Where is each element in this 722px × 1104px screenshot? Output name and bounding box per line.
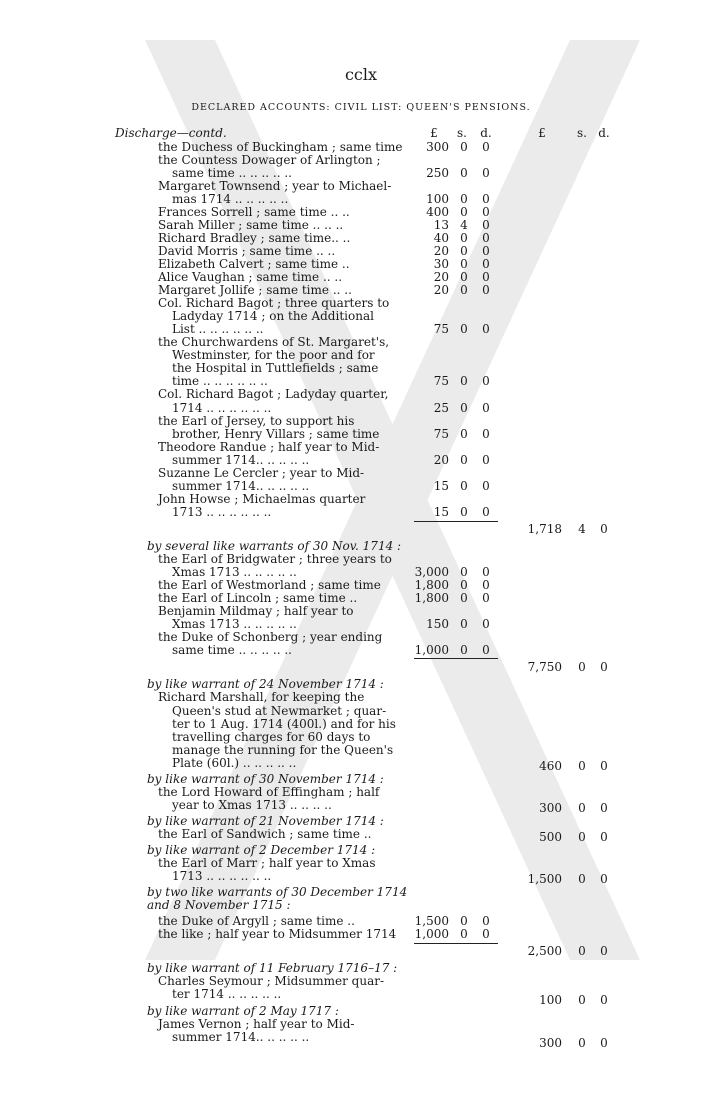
amount-pounds: 1,500 [414, 914, 449, 929]
amount-pounds: 300 [426, 139, 449, 154]
total-shillings: 0 [578, 800, 586, 815]
pension-entry-line: Col. Richard Bagot ; Ladyday quarter, [158, 387, 389, 402]
total-pounds: 1,500 [527, 872, 562, 887]
total-pounds: 300 [539, 800, 562, 815]
pension-entry-line: Theodore Randue ; half year to Mid- [158, 439, 380, 454]
amount-pence: 0 [482, 230, 490, 245]
amount-pounds: 20 [433, 283, 449, 298]
amount-shillings: 0 [460, 230, 468, 245]
amount-shillings: 0 [460, 643, 468, 658]
pension-entry-line: year to Xmas 1713 .. .. .. .. [172, 797, 332, 812]
amount-pounds: 20 [433, 243, 449, 258]
pension-entry-line: Margaret Townsend ; year to Michael- [158, 178, 392, 193]
amount-shillings: 0 [460, 374, 468, 389]
amount-pounds: 25 [433, 400, 449, 415]
pension-entry-line: John Howse ; Michaelmas quarter [158, 491, 366, 506]
amount-shillings: 0 [460, 565, 468, 580]
amount-pence: 0 [482, 591, 490, 606]
pension-entry-line: ter 1714 .. .. .. .. .. [172, 987, 282, 1002]
amount-pounds: 75 [433, 426, 449, 441]
discharge-label: Discharge—contd. [115, 126, 227, 140]
amount-shillings: 0 [460, 927, 468, 942]
total-pence: 0 [600, 758, 608, 773]
running-header: DECLARED ACCOUNTS: CIVIL LIST: QUEEN'S PENSIONS. [191, 102, 531, 113]
pension-entry-line: ter to 1 Aug. 1714 (400l.) and for his [172, 716, 396, 731]
total-shillings: 0 [578, 993, 586, 1008]
amount-pounds: 3,000 [414, 565, 449, 580]
total-pence: 0 [600, 1035, 608, 1050]
pension-entry-line: summer 1714.. .. .. .. .. [172, 478, 310, 493]
amount-pence: 0 [482, 578, 490, 593]
pension-entry-line: manage the running for the Queen's [172, 742, 394, 757]
amount-pounds: 20 [433, 452, 449, 467]
amount-shillings: 0 [460, 256, 468, 271]
warrant-heading: by like warrant of 24 November 1714 : [147, 677, 384, 692]
pension-entry-line: Sarah Miller ; same time .. .. .. [158, 217, 344, 232]
amount-shillings: 0 [460, 191, 468, 206]
total-shillings: 0 [578, 660, 586, 675]
pension-entry-line: Xmas 1713 .. .. .. .. .. [172, 617, 297, 632]
subtotal-rule [414, 943, 498, 944]
amount-pounds: 75 [433, 374, 449, 389]
warrant-heading: by several like warrants of 30 Nov. 1714 : [147, 538, 402, 553]
pension-entry-line: Queen's stud at Newmarket ; quar- [172, 703, 387, 718]
pension-entry-line: List .. .. .. .. .. .. [172, 322, 264, 337]
amount-pence: 0 [482, 191, 490, 206]
total-pence: 0 [600, 944, 608, 959]
pension-entry-line: David Morris ; same time .. .. [158, 243, 336, 258]
pension-entry-line: Col. Richard Bagot ; three quarters to [158, 296, 390, 311]
col-shillings-total: s. [577, 126, 587, 140]
total-shillings: 0 [578, 872, 586, 887]
pension-entry-line: the Earl of Sandwich ; same time .. [158, 826, 372, 841]
amount-shillings: 0 [460, 400, 468, 415]
amount-pounds: 1,000 [414, 643, 449, 658]
warrant-heading: by like warrant of 11 February 1716–17 : [147, 961, 398, 976]
total-shillings: 0 [578, 758, 586, 773]
pension-entry-line: the Earl of Marr ; half year to Xmas [158, 856, 376, 871]
pension-entry-line: Richard Bradley ; same time.. .. [158, 230, 351, 245]
amount-pence: 0 [482, 283, 490, 298]
pension-entry-line: mas 1714 .. .. .. .. .. [172, 191, 289, 206]
pension-entry-line: 1713 .. .. .. .. .. .. [172, 869, 272, 884]
amount-pounds: 100 [426, 191, 449, 206]
total-pounds: 7,750 [527, 660, 562, 675]
pension-entry-line: Alice Vaughan ; same time .. .. [158, 270, 343, 284]
total-shillings: 0 [578, 1035, 586, 1050]
total-pounds: 100 [539, 993, 562, 1008]
amount-pounds: 75 [433, 322, 449, 337]
amount-pence: 0 [482, 139, 490, 154]
pension-entry-line: same time .. .. .. .. .. [172, 643, 292, 658]
amount-shillings: 0 [460, 243, 468, 258]
amount-pounds: 13 [433, 217, 449, 232]
total-pence: 0 [600, 829, 608, 844]
pension-entry-line: Benjamin Mildmay ; half year to [158, 604, 354, 619]
page-number: cclx [344, 65, 378, 84]
amount-pounds: 1,800 [414, 591, 449, 606]
pension-entry-line: the Hospital in Tuttlefields ; same [172, 361, 379, 376]
pension-entry-line: the Earl of Bridgwater ; three years to [158, 552, 392, 566]
pension-entry-line: the Duke of Argyll ; same time .. [158, 914, 355, 929]
pension-entry-line: Westminster, for the poor and for [172, 348, 375, 363]
warrant-heading: by like warrant of 2 May 1717 : [147, 1003, 339, 1018]
amount-shillings: 0 [460, 270, 468, 284]
pension-entry-line: Richard Marshall, for keeping the [158, 690, 365, 705]
pension-entry-line: summer 1714.. .. .. .. .. [172, 452, 310, 467]
total-pence: 0 [600, 993, 608, 1008]
amount-pence: 0 [482, 322, 490, 337]
amount-pence: 0 [482, 478, 490, 493]
amount-shillings: 0 [460, 204, 468, 219]
pension-entry-line: the Earl of Jersey, to support his [158, 413, 355, 428]
pension-entry-line: the Duke of Schonberg ; year ending [158, 630, 383, 645]
amount-pence: 0 [482, 217, 490, 232]
pension-entry-line: the Countess Dowager of Arlington ; [158, 152, 381, 167]
pension-entry-line: the Duchess of Buckingham ; same time [158, 139, 403, 154]
amount-shillings: 0 [460, 283, 468, 298]
amount-pence: 0 [482, 400, 490, 415]
pension-entry-line: summer 1714.. .. .. .. .. [172, 1029, 310, 1044]
warrant-heading: and 8 November 1715 : [147, 898, 291, 913]
total-pounds: 500 [539, 829, 562, 844]
total-pounds: 460 [539, 758, 562, 773]
total-pounds: 300 [539, 1035, 562, 1050]
amount-shillings: 0 [460, 914, 468, 929]
col-pence: d. [480, 126, 492, 140]
col-pounds-total: £ [538, 126, 546, 140]
pension-entry-line: Xmas 1713 .. .. .. .. .. [172, 565, 297, 580]
amount-pounds: 20 [433, 270, 449, 284]
col-pounds: £ [430, 126, 438, 140]
amount-pounds: 1,000 [414, 927, 449, 942]
pension-entry-line: 1713 .. .. .. .. .. .. [172, 504, 272, 519]
pension-entry-line: the Lord Howard of Effingham ; half [158, 784, 380, 799]
warrant-heading: by like warrant of 30 November 1714 : [147, 771, 384, 786]
total-pence: 0 [600, 872, 608, 887]
pension-entry-line: the Earl of Lincoln ; same time .. [158, 591, 358, 606]
pension-entry-line: Margaret Jollife ; same time .. .. [158, 283, 352, 298]
pension-entry-line: the like ; half year to Midsummer 1714 [158, 927, 397, 942]
pension-entry-line: Elizabeth Calvert ; same time .. [158, 256, 350, 271]
warrant-heading: by like warrant of 2 December 1714 : [147, 843, 376, 857]
amount-pence: 0 [482, 617, 490, 632]
amount-pounds: 15 [433, 478, 449, 493]
col-pence-total: d. [598, 126, 610, 140]
amount-pounds: 1,800 [414, 578, 449, 593]
amount-shillings: 0 [460, 478, 468, 493]
amount-shillings: 0 [460, 322, 468, 337]
pension-entry-line: travelling charges for 60 days to [172, 729, 371, 744]
subtotal-rule [414, 658, 498, 659]
amount-pence: 0 [482, 243, 490, 258]
amount-pence: 0 [482, 643, 490, 658]
amount-pence: 0 [482, 452, 490, 467]
total-pence: 0 [600, 521, 608, 536]
pension-entry-line: the Earl of Westmorland ; same time [158, 578, 381, 593]
amount-pence: 0 [482, 426, 490, 441]
amount-pence: 0 [482, 565, 490, 580]
amount-pence: 0 [482, 256, 490, 271]
pension-entry-line: same time .. .. .. .. .. [172, 165, 292, 180]
amount-shillings: 0 [460, 617, 468, 632]
amount-pence: 0 [482, 204, 490, 219]
total-pence: 0 [600, 800, 608, 815]
amount-pence: 0 [482, 914, 490, 929]
amount-pence: 0 [482, 270, 490, 284]
amount-pence: 0 [482, 504, 490, 519]
pension-entry-line: Frances Sorrell ; same time .. .. [158, 204, 350, 219]
pension-entry-line: 1714 .. .. .. .. .. .. [172, 400, 272, 415]
amount-shillings: 0 [460, 452, 468, 467]
amount-shillings: 0 [460, 504, 468, 519]
pension-entry-line: Suzanne Le Cercler ; year to Mid- [158, 465, 365, 480]
amount-pounds: 40 [433, 230, 449, 245]
pension-entry-line: Ladyday 1714 ; on the Additional [172, 309, 374, 324]
amount-pounds: 250 [426, 165, 449, 180]
total-pounds: 1,718 [527, 521, 562, 536]
subtotal-rule [414, 521, 498, 522]
amount-pounds: 150 [426, 617, 449, 632]
total-pence: 0 [600, 660, 608, 675]
amount-shillings: 0 [460, 426, 468, 441]
col-shillings: s. [457, 126, 467, 140]
total-pounds: 2,500 [527, 944, 562, 959]
pension-entry-line: brother, Henry Villars ; same time [172, 426, 380, 441]
total-shillings: 0 [578, 829, 586, 844]
pension-entry-line: Charles Seymour ; Midsummer quar- [158, 974, 385, 989]
amount-pence: 0 [482, 374, 490, 389]
pension-entry-line: Plate (60l.) .. .. .. .. .. [172, 755, 297, 770]
amount-shillings: 0 [460, 165, 468, 180]
amount-pence: 0 [482, 927, 490, 942]
pension-entry-line: James Vernon ; half year to Mid- [158, 1016, 355, 1031]
amount-pence: 0 [482, 165, 490, 180]
amount-shillings: 0 [460, 591, 468, 606]
amount-shillings: 4 [460, 217, 468, 232]
warrant-heading: by two like warrants of 30 December 1714 [147, 885, 408, 900]
amount-shillings: 0 [460, 139, 468, 154]
warrant-heading: by like warrant of 21 November 1714 : [147, 813, 384, 828]
pension-entry-line: time .. .. .. .. .. .. [172, 374, 268, 389]
total-shillings: 0 [578, 944, 586, 959]
amount-pounds: 15 [433, 504, 449, 519]
pension-entry-line: the Churchwardens of St. Margaret's, [158, 335, 390, 350]
amount-pounds: 400 [426, 204, 449, 219]
amount-shillings: 0 [460, 578, 468, 593]
amount-pounds: 30 [433, 256, 449, 271]
total-shillings: 4 [578, 521, 586, 536]
